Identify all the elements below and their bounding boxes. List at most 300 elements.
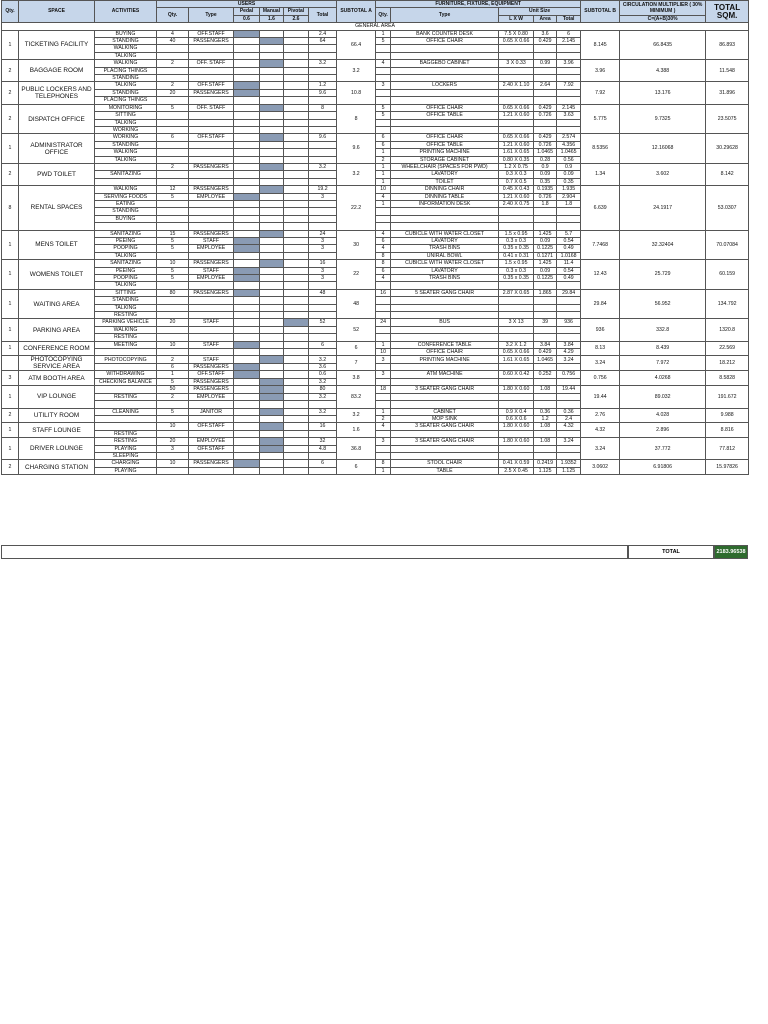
user-type bbox=[189, 326, 234, 333]
mobility-manual bbox=[260, 445, 284, 452]
user-total bbox=[309, 156, 337, 163]
total-sqm-value: 191.672 bbox=[706, 386, 749, 408]
mobility-manual bbox=[260, 171, 284, 178]
user-total: 3.2 bbox=[309, 163, 337, 170]
user-type: OFF.STAFF bbox=[189, 445, 234, 452]
ffe-qty: 6 bbox=[376, 267, 391, 274]
ffe-lxw: 3 X 13 bbox=[499, 319, 534, 326]
mobility-pivotal bbox=[284, 267, 309, 274]
ffe-qty: 8 bbox=[376, 460, 391, 467]
ffe-type bbox=[391, 334, 499, 341]
ffe-lxw bbox=[499, 334, 534, 341]
user-qty: 6 bbox=[157, 363, 189, 371]
ffe-total bbox=[557, 363, 581, 371]
mobility-manual bbox=[260, 282, 284, 289]
user-type bbox=[189, 252, 234, 259]
mobility-pedal bbox=[234, 260, 260, 267]
user-qty bbox=[157, 349, 189, 356]
ffe-type bbox=[391, 52, 499, 59]
subtotal-a: 6 bbox=[337, 460, 376, 475]
header-qty: Qty. bbox=[2, 1, 19, 23]
ffe-total bbox=[557, 378, 581, 385]
user-total bbox=[309, 171, 337, 178]
ffe-lxw: 1.61 X 0.65 bbox=[499, 356, 534, 364]
mobility-manual bbox=[260, 326, 284, 333]
user-type: STAFF bbox=[189, 319, 234, 326]
ffe-type: PRINTING MACHINE bbox=[391, 149, 499, 156]
total-sqm-value: 60.159 bbox=[706, 260, 749, 290]
activity: BUYING bbox=[95, 215, 157, 222]
user-qty bbox=[157, 178, 189, 185]
ffe-qty: 1 bbox=[376, 408, 391, 415]
mobility-pivotal bbox=[284, 252, 309, 259]
ffe-qty bbox=[376, 282, 391, 289]
ffe-type: OFFICE CHAIR bbox=[391, 38, 499, 45]
mobility-pivotal bbox=[284, 423, 309, 430]
mobility-manual bbox=[260, 230, 284, 237]
activity bbox=[95, 223, 157, 230]
ffe-total bbox=[557, 52, 581, 59]
subtotal-a: 9.6 bbox=[337, 134, 376, 164]
subtotal-b: 8.5356 bbox=[581, 134, 620, 164]
user-type bbox=[189, 304, 234, 311]
mobility-pivotal bbox=[284, 237, 309, 244]
space-name: WAITING AREA bbox=[19, 289, 95, 319]
header-subtotal-b: SUBTOTAL B bbox=[581, 1, 620, 23]
user-qty: 5 bbox=[157, 378, 189, 385]
circulation-value: 25.729 bbox=[620, 260, 706, 290]
user-qty: 15 bbox=[157, 230, 189, 237]
activity: TALKING bbox=[95, 282, 157, 289]
ffe-lxw: 0.3 X 0.3 bbox=[499, 171, 534, 178]
mobility-pivotal bbox=[284, 215, 309, 222]
user-qty bbox=[157, 282, 189, 289]
ffe-lxw bbox=[499, 393, 534, 400]
mobility-pedal bbox=[234, 275, 260, 282]
mobility-manual bbox=[260, 75, 284, 82]
mobility-pedal bbox=[234, 215, 260, 222]
user-total bbox=[309, 67, 337, 74]
mobility-pedal bbox=[234, 112, 260, 119]
ffe-total bbox=[557, 393, 581, 400]
user-qty: 50 bbox=[157, 386, 189, 393]
activity bbox=[95, 423, 157, 430]
activity: RESTING bbox=[95, 334, 157, 341]
ffe-area bbox=[534, 312, 557, 319]
mobility-pedal bbox=[234, 371, 260, 378]
user-total: 6 bbox=[309, 341, 337, 348]
total-sqm-value: 23.5075 bbox=[706, 104, 749, 134]
mobility-pivotal bbox=[284, 371, 309, 378]
ffe-total bbox=[557, 215, 581, 222]
user-qty: 12 bbox=[157, 186, 189, 193]
mobility-pedal bbox=[234, 82, 260, 89]
table-row bbox=[2, 104, 749, 111]
ffe-total bbox=[557, 445, 581, 452]
activity: STANDING bbox=[95, 297, 157, 304]
user-type bbox=[189, 215, 234, 222]
user-type bbox=[189, 67, 234, 74]
ffe-area: 1.865 bbox=[534, 289, 557, 296]
user-total: 3 bbox=[309, 245, 337, 252]
ffe-qty: 4 bbox=[376, 230, 391, 237]
user-qty bbox=[157, 312, 189, 319]
header-ffe: FURNITURE, FIXTURE, EQUIPMENT bbox=[376, 1, 581, 8]
user-total bbox=[309, 200, 337, 207]
ffe-total: 1.8 bbox=[557, 200, 581, 207]
ffe-type: OFFICE TABLE bbox=[391, 141, 499, 148]
ffe-total bbox=[557, 119, 581, 126]
grand-total-spacer bbox=[1, 545, 628, 559]
ffe-qty: 4 bbox=[376, 245, 391, 252]
subtotal-a: 3.8 bbox=[337, 371, 376, 386]
ffe-lxw: 1.5 x 0.95 bbox=[499, 260, 534, 267]
user-total: 24 bbox=[309, 230, 337, 237]
user-total: 3.2 bbox=[309, 60, 337, 67]
subtotal-a: 66.4 bbox=[337, 30, 376, 60]
ffe-type: PRINTING MACHINE bbox=[391, 356, 499, 364]
user-total bbox=[309, 452, 337, 459]
table-row bbox=[2, 371, 749, 378]
user-total bbox=[309, 334, 337, 341]
ffe-area bbox=[534, 282, 557, 289]
ffe-lxw: 1.21 X 0.60 bbox=[499, 112, 534, 119]
ffe-lxw: 0.3 x 0.3 bbox=[499, 237, 534, 244]
user-total: 32 bbox=[309, 438, 337, 445]
user-type: OFF.STAFF bbox=[189, 134, 234, 141]
space-qty: 1 bbox=[2, 30, 19, 60]
mobility-pivotal bbox=[284, 230, 309, 237]
mobility-pivotal bbox=[284, 289, 309, 296]
mobility-manual bbox=[260, 349, 284, 356]
activity: PLAYING bbox=[95, 467, 157, 474]
mobility-pedal bbox=[234, 297, 260, 304]
ffe-area: 0.1225 bbox=[534, 275, 557, 282]
space-name: PWD TOILET bbox=[19, 163, 95, 185]
ffe-type: WHEELCHAIR (SPACES FOR PWD) bbox=[391, 163, 499, 170]
ffe-lxw bbox=[499, 430, 534, 437]
user-qty: 20 bbox=[157, 438, 189, 445]
user-qty bbox=[157, 401, 189, 408]
space-name: DISPATCH OFFICE bbox=[19, 104, 95, 134]
ffe-qty bbox=[376, 363, 391, 371]
mobility-manual bbox=[260, 341, 284, 348]
ffe-type: BANK COUNTER DESK bbox=[391, 30, 499, 37]
ffe-area: 3.84 bbox=[534, 341, 557, 348]
ffe-lxw bbox=[499, 67, 534, 74]
table-row bbox=[2, 408, 749, 415]
mobility-pedal bbox=[234, 408, 260, 415]
ffe-total bbox=[557, 312, 581, 319]
mobility-manual bbox=[260, 460, 284, 467]
user-qty: 10 bbox=[157, 260, 189, 267]
user-total: 3.2 bbox=[309, 393, 337, 400]
header-space: SPACE bbox=[19, 1, 95, 23]
user-qty: 5 bbox=[157, 245, 189, 252]
user-total bbox=[309, 312, 337, 319]
user-type: PASSENGERS bbox=[189, 378, 234, 385]
space-qty: 1 bbox=[2, 438, 19, 460]
activity: MEETING bbox=[95, 341, 157, 348]
user-total bbox=[309, 178, 337, 185]
mobility-pivotal bbox=[284, 326, 309, 333]
user-total: 3.2 bbox=[309, 378, 337, 385]
ffe-type: CUBICLE WITH WATER CLOSET bbox=[391, 260, 499, 267]
mobility-manual bbox=[260, 126, 284, 133]
user-total: 16 bbox=[309, 260, 337, 267]
subtotal-b: 5.775 bbox=[581, 104, 620, 134]
ffe-lxw: 2.40 X 1.10 bbox=[499, 82, 534, 89]
ffe-type: BAGGEBO CABINET bbox=[391, 60, 499, 67]
user-type bbox=[189, 52, 234, 59]
mobility-pivotal bbox=[284, 97, 309, 104]
mobility-pedal bbox=[234, 252, 260, 259]
ffe-area bbox=[534, 452, 557, 459]
user-total bbox=[309, 208, 337, 215]
ffe-total: 29.84 bbox=[557, 289, 581, 296]
circulation-value: 4.028 bbox=[620, 408, 706, 423]
user-qty bbox=[157, 215, 189, 222]
ffe-type: LOCKERS bbox=[391, 82, 499, 89]
header-pedal-value: 0.6 bbox=[234, 15, 260, 22]
activity: SANITAZING bbox=[95, 171, 157, 178]
ffe-type: CABINET bbox=[391, 408, 499, 415]
total-sqm-value: 31.896 bbox=[706, 82, 749, 104]
user-type bbox=[189, 141, 234, 148]
ffe-area: 1.8 bbox=[534, 200, 557, 207]
ffe-area: 1.2 bbox=[534, 415, 557, 422]
ffe-type: TRASH BINS bbox=[391, 245, 499, 252]
user-type bbox=[189, 223, 234, 230]
user-type bbox=[189, 297, 234, 304]
user-total bbox=[309, 119, 337, 126]
user-total bbox=[309, 304, 337, 311]
mobility-pedal bbox=[234, 438, 260, 445]
user-total: 52 bbox=[309, 319, 337, 326]
mobility-manual bbox=[260, 393, 284, 400]
space-name: PARKING AREA bbox=[19, 319, 95, 341]
user-qty bbox=[157, 126, 189, 133]
user-type: OFF.STAFF bbox=[189, 30, 234, 37]
user-type bbox=[189, 200, 234, 207]
user-type: EMPLOYEE bbox=[189, 245, 234, 252]
activity: WALKING bbox=[95, 149, 157, 156]
ffe-total: 3.24 bbox=[557, 438, 581, 445]
activity: CHARGING bbox=[95, 460, 157, 467]
activity: SANITAZING bbox=[95, 260, 157, 267]
user-type bbox=[189, 467, 234, 474]
activity: STANDING bbox=[95, 38, 157, 45]
user-qty: 40 bbox=[157, 38, 189, 45]
user-total: 3 bbox=[309, 193, 337, 200]
user-type bbox=[189, 156, 234, 163]
ffe-lxw: 2.5 X 0.45 bbox=[499, 467, 534, 474]
mobility-pivotal bbox=[284, 45, 309, 52]
ffe-total bbox=[557, 401, 581, 408]
total-sqm-value: 8.816 bbox=[706, 423, 749, 438]
ffe-total bbox=[557, 67, 581, 74]
grand-total-value: 2183.96538 bbox=[714, 545, 748, 559]
mobility-pedal bbox=[234, 163, 260, 170]
ffe-area: 0.1935 bbox=[534, 186, 557, 193]
user-type bbox=[189, 208, 234, 215]
activity: PLAYING bbox=[95, 445, 157, 452]
user-type bbox=[189, 334, 234, 341]
total-sqm-value: 15.97826 bbox=[706, 460, 749, 475]
subtotal-b: 8.13 bbox=[581, 341, 620, 356]
user-qty bbox=[157, 452, 189, 459]
ffe-total bbox=[557, 334, 581, 341]
activity: WALKING bbox=[95, 186, 157, 193]
ffe-area: 0.726 bbox=[534, 141, 557, 148]
user-total bbox=[309, 126, 337, 133]
ffe-total: 0.54 bbox=[557, 237, 581, 244]
header-activities: ACTIVITIES bbox=[95, 1, 157, 23]
user-qty: 5 bbox=[157, 275, 189, 282]
ffe-area: 0.429 bbox=[534, 134, 557, 141]
circulation-value: 12.16068 bbox=[620, 134, 706, 164]
ffe-type: BUS bbox=[391, 319, 499, 326]
user-total bbox=[309, 45, 337, 52]
ffe-qty bbox=[376, 97, 391, 104]
ffe-qty: 8 bbox=[376, 260, 391, 267]
ffe-lxw: 0.41 x 0.31 bbox=[499, 252, 534, 259]
ffe-area: 1.0465 bbox=[534, 149, 557, 156]
mobility-pedal bbox=[234, 467, 260, 474]
table-row bbox=[2, 186, 749, 193]
ffe-qty: 4 bbox=[376, 60, 391, 67]
header-ffe-type: Type bbox=[391, 8, 499, 23]
ffe-qty: 8 bbox=[376, 252, 391, 259]
mobility-pivotal bbox=[284, 186, 309, 193]
table-row bbox=[2, 460, 749, 467]
ffe-type: OFFICE CHAIR bbox=[391, 134, 499, 141]
ffe-type: TOILET bbox=[391, 178, 499, 185]
subtotal-a: 10.8 bbox=[337, 82, 376, 104]
mobility-pedal bbox=[234, 378, 260, 385]
ffe-lxw bbox=[499, 89, 534, 96]
table-row bbox=[2, 230, 749, 237]
ffe-lxw: 0.3 x 0.3 bbox=[499, 267, 534, 274]
mobility-pivotal bbox=[284, 82, 309, 89]
ffe-lxw: 0.80 X 0.35 bbox=[499, 156, 534, 163]
ffe-type: CUBICLE WITH WATER CLOSET bbox=[391, 230, 499, 237]
space-name: PUBLIC LOCKERS AND TELEPHONES bbox=[19, 82, 95, 104]
mobility-manual bbox=[260, 67, 284, 74]
header-subtotal-a: SUBTOTAL A bbox=[337, 1, 376, 23]
ffe-type bbox=[391, 89, 499, 96]
mobility-manual bbox=[260, 415, 284, 422]
mobility-pedal bbox=[234, 304, 260, 311]
mobility-pedal bbox=[234, 171, 260, 178]
space-rows bbox=[2, 23, 749, 475]
ffe-total: 0.9 bbox=[557, 163, 581, 170]
total-sqm-value: 134.792 bbox=[706, 289, 749, 319]
mobility-pedal bbox=[234, 356, 260, 364]
activity: WORKING bbox=[95, 126, 157, 133]
ffe-type: ATM MACHINE bbox=[391, 371, 499, 378]
ffe-total: 0.56 bbox=[557, 156, 581, 163]
ffe-qty bbox=[376, 215, 391, 222]
ffe-lxw: 0.45 X 0.43 bbox=[499, 186, 534, 193]
user-type: EMPLOYEE bbox=[189, 438, 234, 445]
mobility-pivotal bbox=[284, 304, 309, 311]
user-total: 9.6 bbox=[309, 89, 337, 96]
user-type: OFF.STAFF bbox=[189, 423, 234, 430]
ffe-total: 3.84 bbox=[557, 341, 581, 348]
mobility-pedal bbox=[234, 52, 260, 59]
user-total: 64 bbox=[309, 38, 337, 45]
subtotal-a: 30 bbox=[337, 230, 376, 260]
user-total bbox=[309, 75, 337, 82]
ffe-total bbox=[557, 282, 581, 289]
user-type bbox=[189, 312, 234, 319]
space-name: MENS TOILET bbox=[19, 230, 95, 260]
user-type bbox=[189, 452, 234, 459]
activity: PARKING VEHICLE bbox=[95, 319, 157, 326]
space-qty: 1 bbox=[2, 319, 19, 341]
subtotal-b: 4.32 bbox=[581, 423, 620, 438]
ffe-total: 1.9352 bbox=[557, 460, 581, 467]
space-program-table bbox=[1, 0, 749, 475]
mobility-pivotal bbox=[284, 334, 309, 341]
activity: WALKING bbox=[95, 326, 157, 333]
activity: POOPING bbox=[95, 245, 157, 252]
user-qty: 6 bbox=[157, 134, 189, 141]
mobility-pivotal bbox=[284, 452, 309, 459]
mobility-pivotal bbox=[284, 401, 309, 408]
user-total: 3.6 bbox=[309, 363, 337, 371]
mobility-pedal bbox=[234, 319, 260, 326]
mobility-manual bbox=[260, 275, 284, 282]
ffe-type bbox=[391, 445, 499, 452]
ffe-area: 1.125 bbox=[534, 467, 557, 474]
user-total bbox=[309, 141, 337, 148]
user-type: PASSENGERS bbox=[189, 38, 234, 45]
subtotal-b: 0.756 bbox=[581, 371, 620, 386]
mobility-pedal bbox=[234, 178, 260, 185]
mobility-manual bbox=[260, 371, 284, 378]
user-type bbox=[189, 171, 234, 178]
mobility-manual bbox=[260, 45, 284, 52]
subtotal-b: 19.44 bbox=[581, 386, 620, 408]
mobility-pedal bbox=[234, 289, 260, 296]
mobility-manual bbox=[260, 38, 284, 45]
activity: WORKING bbox=[95, 134, 157, 141]
ffe-area bbox=[534, 326, 557, 333]
user-type bbox=[189, 149, 234, 156]
user-total: 0.6 bbox=[309, 371, 337, 378]
subtotal-a: 1.6 bbox=[337, 423, 376, 438]
user-type: JANITOR bbox=[189, 408, 234, 415]
ffe-area bbox=[534, 52, 557, 59]
ffe-lxw: 0.35 x 0.35 bbox=[499, 275, 534, 282]
ffe-area bbox=[534, 334, 557, 341]
ffe-type: 3 SEATER GANG CHAIR bbox=[391, 423, 499, 430]
ffe-qty: 6 bbox=[376, 134, 391, 141]
ffe-type: TRASH BINS bbox=[391, 275, 499, 282]
ffe-total: 0.756 bbox=[557, 371, 581, 378]
ffe-lxw: 3.2 X 1.2 bbox=[499, 341, 534, 348]
mobility-pedal bbox=[234, 401, 260, 408]
ffe-type: DINNING CHAIR bbox=[391, 186, 499, 193]
ffe-qty bbox=[376, 393, 391, 400]
user-type: PASSENGERS bbox=[189, 260, 234, 267]
mobility-pedal bbox=[234, 149, 260, 156]
ffe-qty: 1 bbox=[376, 171, 391, 178]
mobility-pivotal bbox=[284, 126, 309, 133]
ffe-area: 0.726 bbox=[534, 193, 557, 200]
